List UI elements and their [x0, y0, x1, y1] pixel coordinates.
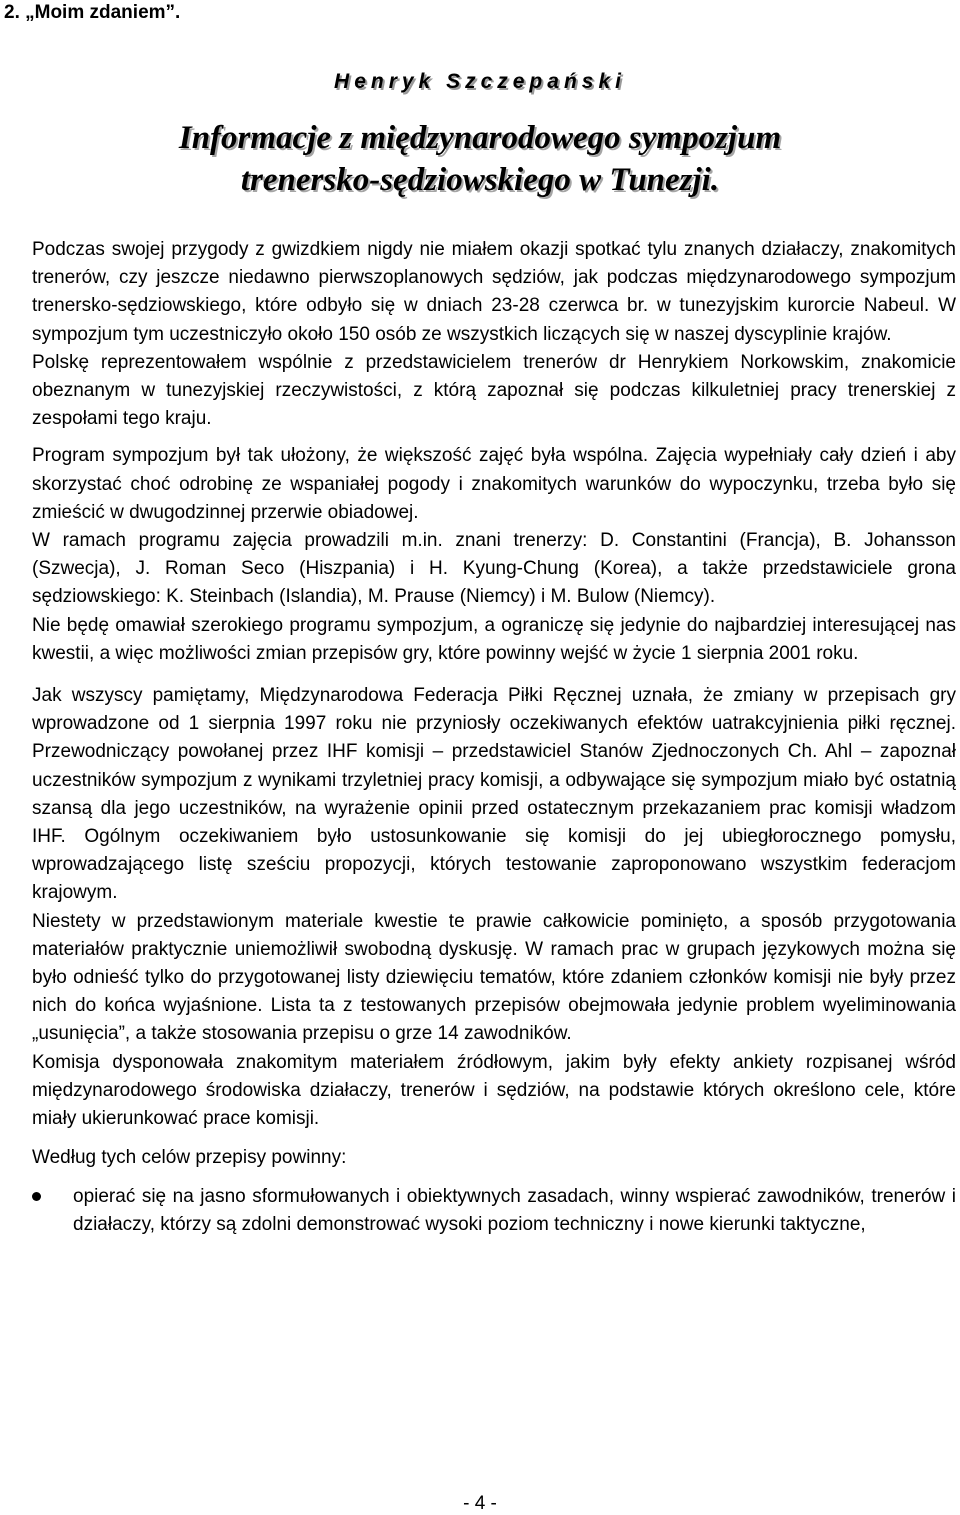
article-title-line-2: trenersko-sędziowskiego w Tunezji.	[240, 162, 720, 198]
list-item	[32, 1183, 956, 1239]
page-number: - 4 -	[463, 1493, 497, 1514]
paragraph-ihf: Jak wszyscy pamiętamy, Międzynarodowa Federacja Piłki Ręcznej uznała, że zmiany w przepisach gry wprowadzone od 1 sierpnia 1997 roku nie przyniosły oczekiwanych efektów uatrakcyjnienia piłki ręcznej. Przewodniczący powołanej przez IHF komisji – przedstawiciel Stanów Zjednoczonych Ch. Ahl – zapoznał uczestników sympozjum z wynikami trzyletniej pracy komisji, a odbywające się sympozjum miało być ostatnią szansą dla jego uczestników, na wyrażenie opinii przed ostatecznym przekazaniem prac komisji władzom IHF. Ogólnym oczekiwaniem było ustosunkowanie się komisji do jej ubiegłorocznego pomysłu, wprowadzającego listę sześciu propozycji, których testowanie zaproponowano wszystkim federacjom krajowym.	[32, 685, 956, 904]
bullet-icon	[32, 1192, 41, 1201]
goals-list	[32, 1183, 956, 1239]
paragraph-trainers: W ramach programu zajęcia prowadzili m.in. znani trenerzy: D. Constantini (Francja), B. Johansson (Szwecja), J. Roman Seco (Hiszpania) i H. Kyung-Chung (Korea), a także przedstawiciele grona sędziowskiego: K. Steinbach (Islandia), M. Prause (Niemcy) i M. Bulow (Niemcy).	[32, 530, 956, 608]
section-heading: 2. „Moim zdaniem”.	[4, 2, 181, 23]
paragraph-representation: Polskę reprezentowałem wspólnie z przedstawicielem trenerów dr Henrykiem Norkowskim, znakomicie obeznanym w tunezyjskiej rzeczywistości, z którą zapoznał się podczas kilkuletniej pracy trenerskiej z zespołami tego kraju.	[32, 351, 956, 430]
article-body	[32, 236, 956, 1239]
paragraph-rule-changes: Nie będę omawiał szerokiego programu sympozjum, a ograniczę się jedynie do najbardziej interesującej nas kwestii, a więc możliwości zmian przepisów gry, które powinny wejść w życie 1 sierpnia 2001 roku.	[32, 614, 956, 664]
paragraph-intro: Podczas swojej przygody z gwizdkiem nigdy nie miałem okazji spotkać tylu znanych działaczy, znakomitych trenerów, czy jeszcze niedawno pierwszoplanowych sędziów, jak podczas międzynarodowego sympozjum trenersko-sędziowskiego, które odbyło się w dniach 23-28 czerwca br. w tunezyjskim kurorcie Nabeul. W sympozjum tym uczestniczyło około 150 osób ze wszystkich liczących się w naszej dyscyplinie krajów.	[32, 239, 956, 345]
paragraph-commission: Komisja dysponowała znakomitym materiałem źródłowym, jakim były efekty ankiety rozpisanej wśród międzynarodowego środowiska działaczy, trenerów i sędziów, na podstawie których określono cele, które miały ukierunkować prace komisji.	[32, 1051, 956, 1130]
article-title-line-1: Informacje z międzynarodowego sympozjum	[178, 120, 782, 156]
author-name: Henryk Szczepański	[334, 70, 626, 93]
paragraph-goals-intro: Według tych celów przepisy powinny:	[32, 1147, 347, 1169]
paragraph-program: Program sympozjum był tak ułożony, że większość zajęć była wspólna. Zajęcia wypełniały cały dzień i aby skorzystać choć odrobinę ze wspaniałej pogody i znakomitych warunków do wypoczynku, trzeba było się zmieścić w dwugodzinnej przerwie obiadowej.	[32, 445, 956, 523]
list-item-text: opierać się na jasno sformułowanych i obiektywnych zasadach, winny wspierać zawodników, trenerów i działaczy, którzy są zdolni demonstrować wysoki poziom techniczny i nowe kierunki taktyczne,	[73, 1185, 956, 1235]
paragraph-materials: Niestety w przedstawionym materiale kwestie te prawie całkowicie pominięto, a sposób przygotowania materiałów praktycznie uniemożliwił swobodną dyskusję. W ramach prac w grupach językowych można się było odnieść tylko do przygotowanej listy dziewięciu tematów, które zdaniem członków komisji nie były przez nich do końca wyjaśnione. Lista ta z testowanych przepisów obejmowała jedynie problem wyeliminowania „usunięcia”, a także stosowania przepisu o grze 14 zawodników.	[32, 910, 956, 1045]
article-title	[0, 117, 960, 201]
